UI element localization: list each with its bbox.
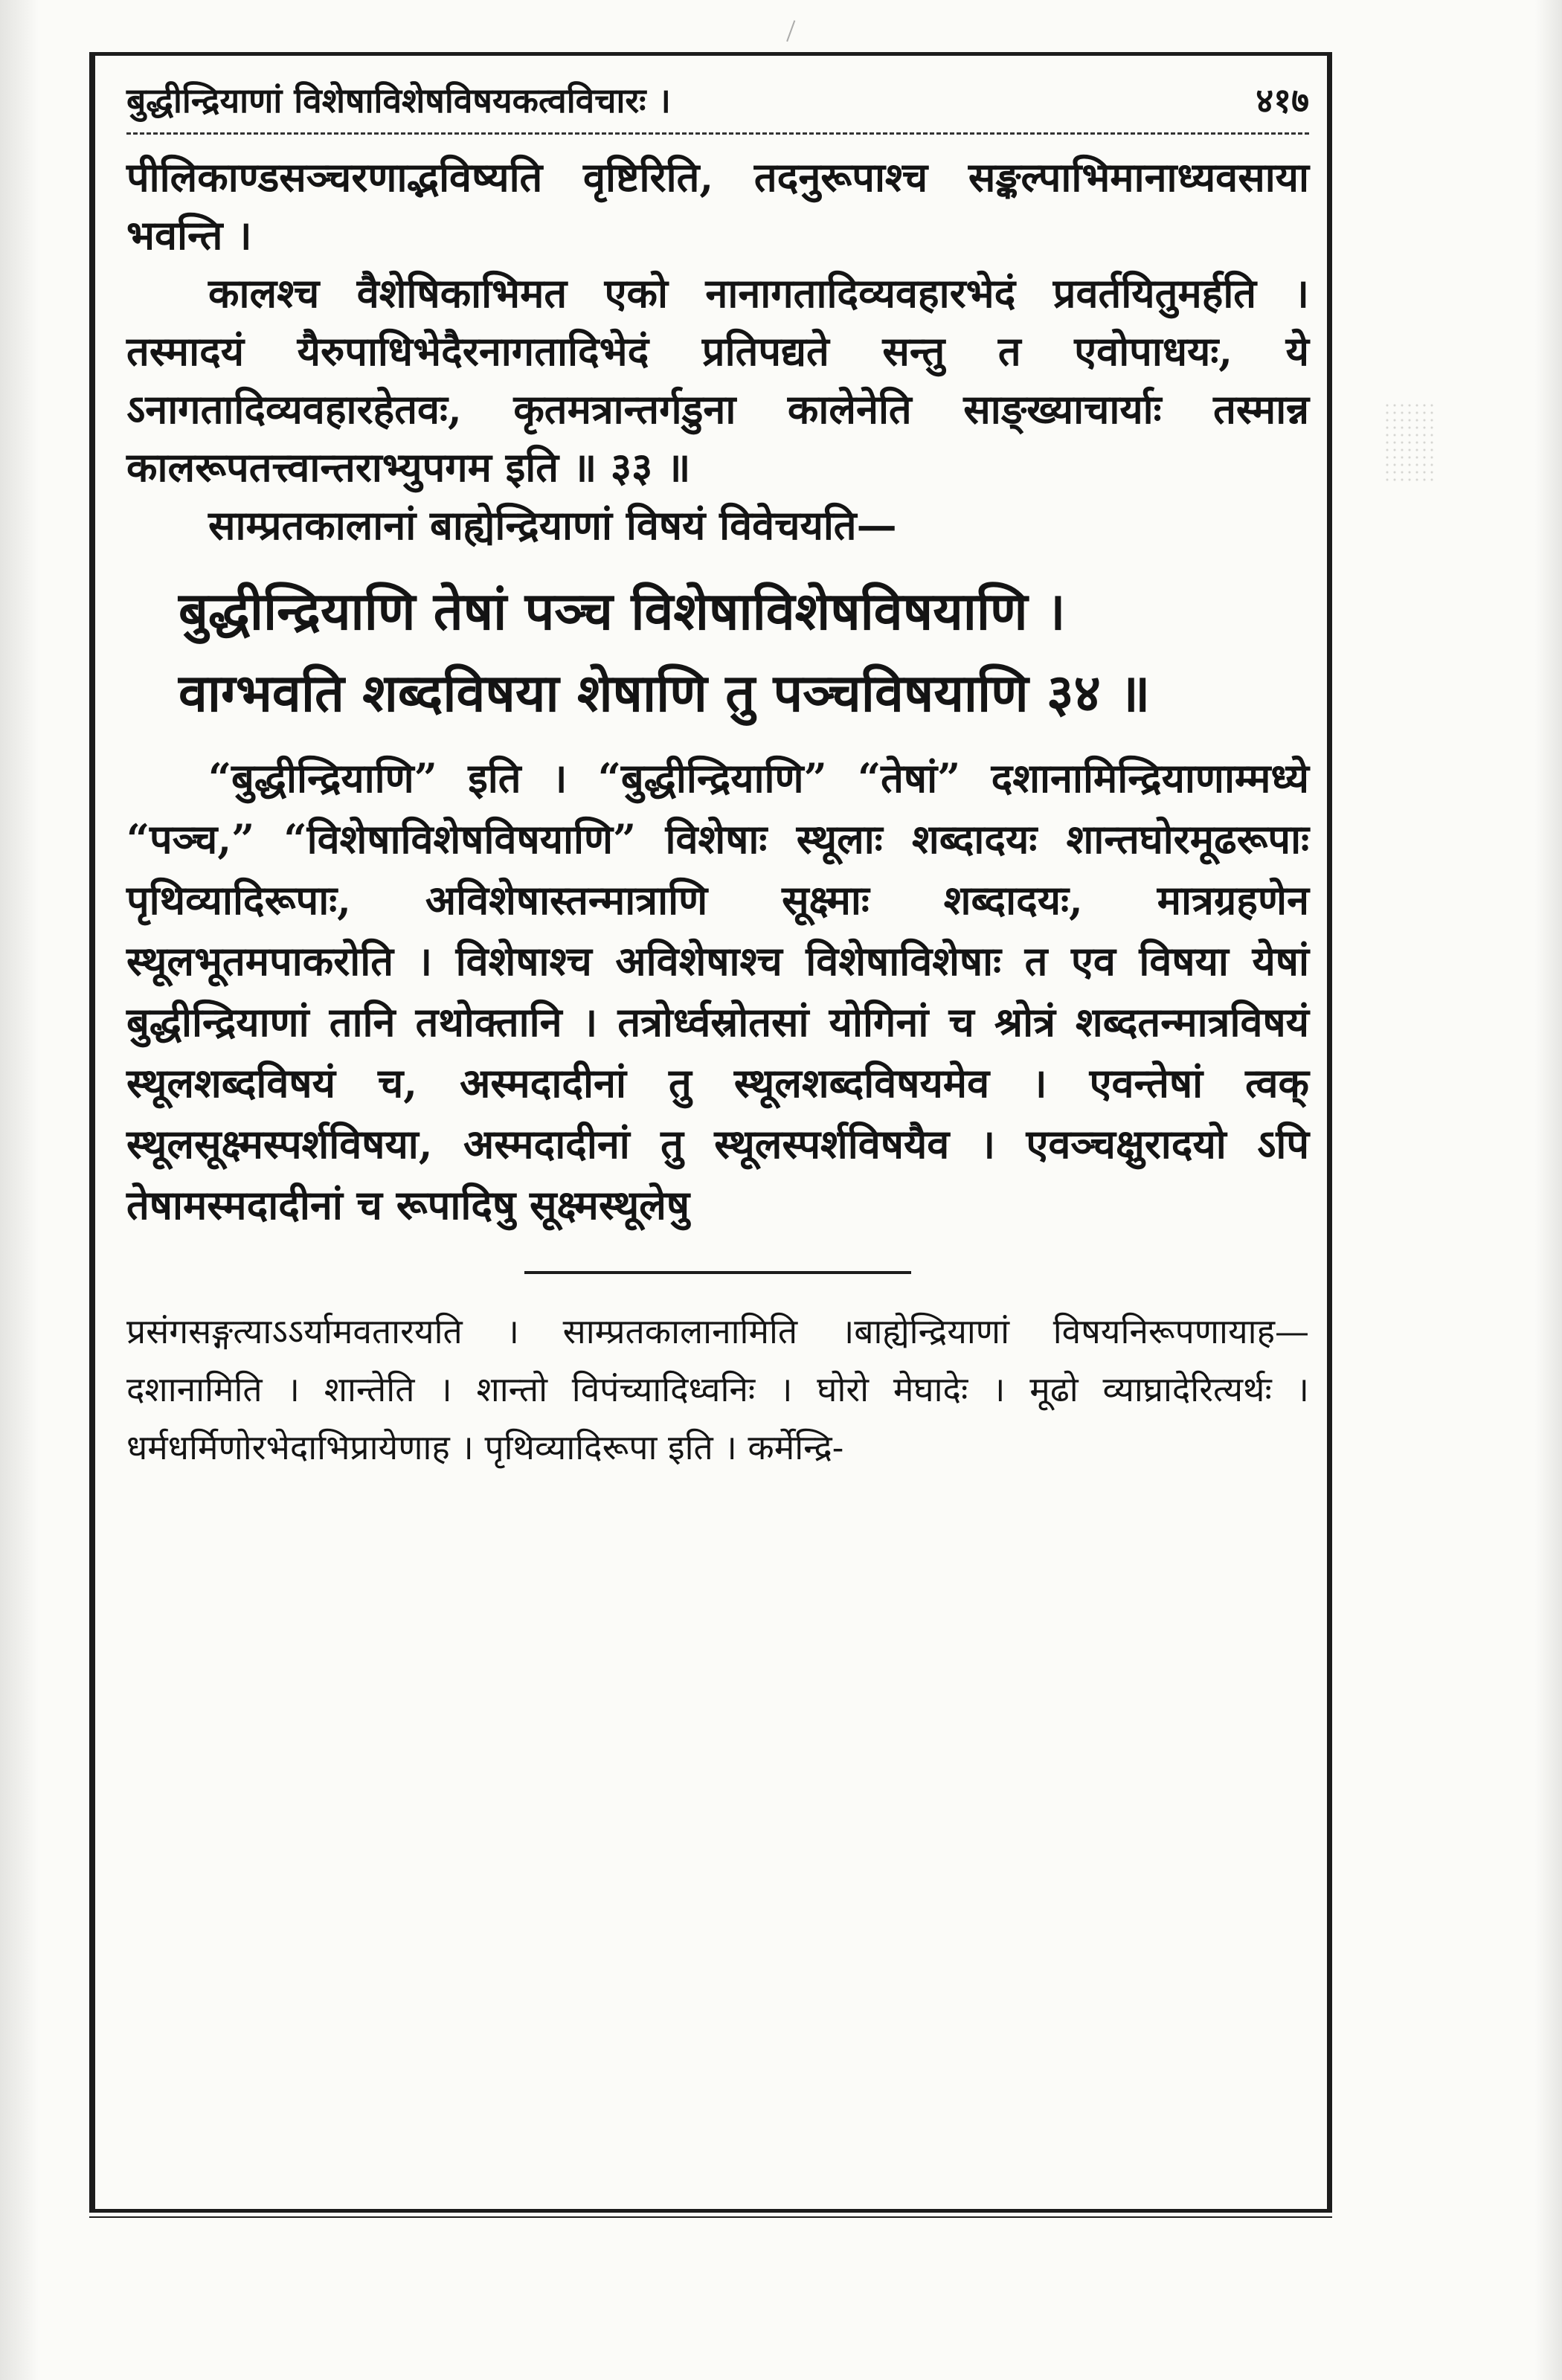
scan-edge-shadow-left bbox=[0, 0, 39, 2380]
page-frame-top bbox=[89, 52, 1332, 56]
page-content bbox=[126, 74, 1309, 1476]
commentary-paragraph: “बुद्धीन्द्रियाणि” इति । “बुद्धीन्द्रियाणि” “तेषां” दशानामिन्द्रियाणाम्मध्ये “पञ्च,” “विशेषाविशेषविषयाणि” विशेषाः स्थूलाः शब्दादयः शान्तघोरमूढरूपाः पृथिव्यादिरूपाः, अविशेषास्तन्मात्राणि सूक्ष्माः शब्दादयः, मात्रग्रहणेन स्थूलभूतमपाकरोति । विशेषाश्च अविशेषाश्च विशेषाविशेषाः त एव विषया येषां बुद्धीन्द्रियाणां तानि तथोक्तानि । तत्रोर्ध्वस्रोतसां योगिनां च श्रोत्रं शब्दतन्मात्रविषयं स्थूलशब्दविषयं च, अस्मदादीनां तु स्थूलशब्दविषयमेव । एवन्तेषां त्वक् स्थूलसूक्ष्मस्पर्शविषया, अस्मदादीनां तु स्थूलस्पर्शविषयैव । एवञ्चक्षुरादयो ऽपि तेषामस्मदादीनां च रूपादिषु सूक्ष्मस्थूलेषु bbox=[126, 754, 1309, 1229]
header-rule bbox=[126, 132, 1309, 135]
karika-verse bbox=[126, 570, 1309, 734]
main-paragraph: कालश्च वैशेषिकाभिमत एको नानागतादिव्यवहारभेदं प्रवर्तयितुमर्हति । तस्मादयं यैरुपाधिभेदैरनागतादिभेदं प्रतिपद्यते सन्तु त एवोपाधयः, ये ऽनागतादिव्यवहारहेतवः, कृतमत्रान्तर्गडुना कालेनेति साङ्ख्याचार्याः तस्मान्न कालरूपतत्त्वान्तराभ्युपगम इति ॥ ३३ ॥ bbox=[126, 269, 1309, 491]
page-frame-bottom bbox=[89, 2209, 1332, 2213]
page-frame-bottom-rule bbox=[89, 2216, 1332, 2218]
running-title: बुद्धीन्द्रियाणां विशेषाविशेषविषयकत्वविचारः । bbox=[126, 80, 671, 120]
main-paragraph: पीलिकाण्डसञ्चरणाद्भविष्यति वृष्टिरिति, तदनुरूपाश्च सङ्कल्पाभिमानाध्यवसाया भवन्ति । bbox=[126, 153, 1309, 259]
footnote-text: प्रसंगसङ्गत्याऽऽर्यामवतारयति । साम्प्रतकालानामिति ।बाह्येन्द्रियाणां विषयनिरूपणायाह—दशानामिति । शान्तेति । शान्तो विपंच्यादिध्वनिः । घोरो मेघादेः । मूढो व्याघ्रादेरित्यर्थः । धर्मधर्मिणोरभेदाभिप्रायेणाह । पृथिव्यादिरूपा इति । कर्मेन्द्रि- bbox=[126, 1311, 1309, 1467]
page-frame-right bbox=[1327, 52, 1332, 2213]
scan-edge-shadow-right bbox=[1535, 0, 1562, 2380]
running-header bbox=[126, 74, 1309, 126]
footnote-separator bbox=[524, 1271, 911, 1274]
footnotes bbox=[126, 1302, 1309, 1476]
karika-line: वाग्भवति शब्दविषया शेषाणि तु पञ्चविषयाणि ३४ ॥ bbox=[179, 662, 1151, 724]
main-text bbox=[126, 148, 1309, 554]
page-number: ४१७ bbox=[1256, 80, 1309, 120]
commentary bbox=[126, 747, 1309, 1235]
karika-introduction: साम्प्रतकालानां बाह्येन्द्रियाणां विषयं विवेचयति— bbox=[208, 501, 897, 549]
karika-line: बुद्धीन्द्रियाणि तेषां पञ्च विशेषाविशेषविषयाणि । bbox=[179, 580, 1066, 642]
page-frame-left bbox=[89, 52, 95, 2213]
scan-mark bbox=[786, 20, 801, 44]
scan-speckle bbox=[1383, 402, 1436, 483]
